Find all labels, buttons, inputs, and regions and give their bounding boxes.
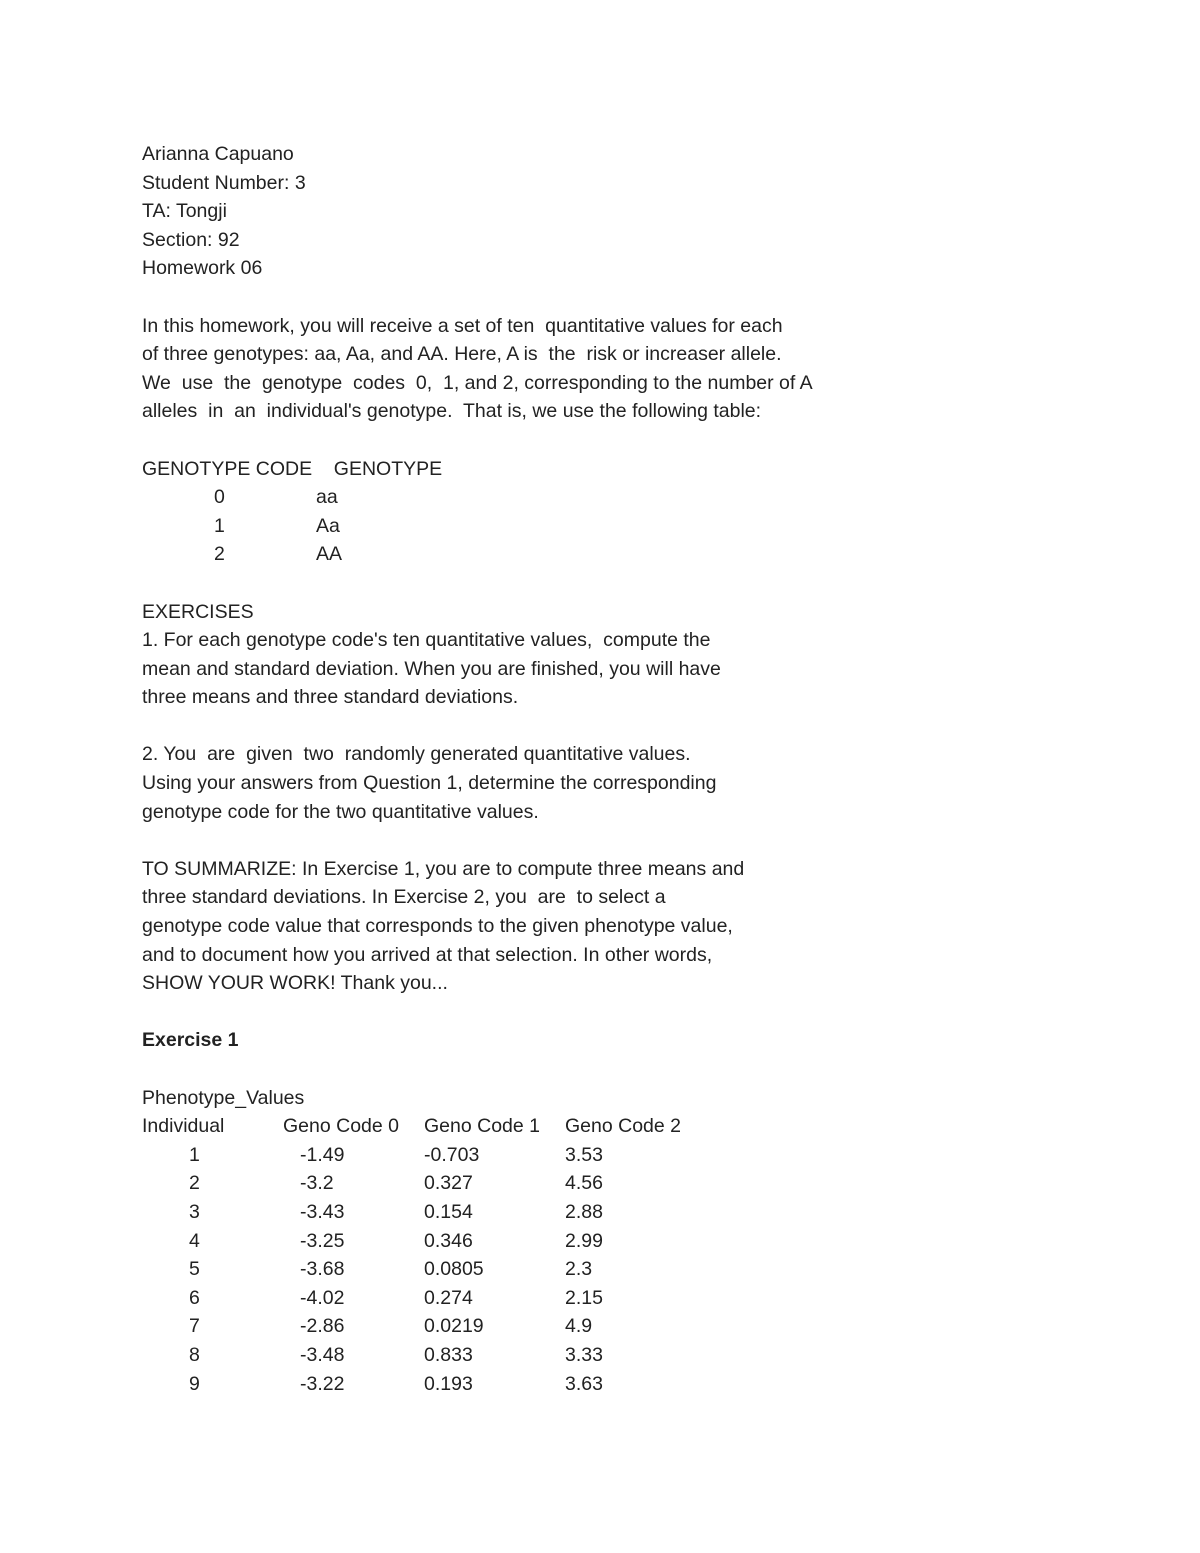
exercise1-heading: Exercise 1 bbox=[142, 1029, 239, 1052]
phenotype-table-row bbox=[142, 1255, 1142, 1284]
exercise1-text: mean and standard deviation. When you are finished, you will have bbox=[142, 657, 721, 680]
geno-code-2-cell: 3.63 bbox=[565, 1372, 603, 1395]
geno-code-2-cell: 2.88 bbox=[565, 1200, 603, 1223]
phenotype-table-row bbox=[142, 1227, 1142, 1256]
phenotype-table-row bbox=[142, 1312, 1142, 1341]
geno-code-1-cell: 0.0219 bbox=[424, 1315, 484, 1338]
geno-code-0-cell: -3.22 bbox=[300, 1372, 345, 1395]
geno-code-1-cell: 0.346 bbox=[424, 1229, 473, 1252]
phenotype-table-row bbox=[142, 1341, 1142, 1370]
individual-cell: 1 bbox=[189, 1143, 200, 1166]
individual-header: Individual bbox=[142, 1115, 225, 1138]
genotype-code-cell: 0 bbox=[214, 486, 225, 509]
geno-code-0-cell: -3.43 bbox=[300, 1200, 345, 1223]
geno-code-1-header: Geno Code 1 bbox=[424, 1115, 541, 1138]
genotype-header: GENOTYPE bbox=[333, 457, 443, 480]
genotype-cell: Aa bbox=[316, 514, 340, 537]
geno-code-2-cell: 4.9 bbox=[565, 1315, 593, 1338]
exercise1-text: 1. For each genotype code's ten quantitative values, compute the bbox=[142, 629, 711, 652]
individual-cell: 4 bbox=[189, 1229, 200, 1252]
genotype-code-cell: 2 bbox=[214, 543, 225, 566]
student-number: Student Number: 3 bbox=[142, 171, 306, 194]
individual-cell: 9 bbox=[189, 1372, 200, 1395]
summary-text: genotype code value that corresponds to the given phenotype value, bbox=[142, 915, 733, 938]
phenotype-table-row bbox=[142, 1370, 1142, 1399]
geno-code-1-cell: 0.193 bbox=[424, 1372, 473, 1395]
genotype-table-row bbox=[142, 540, 1142, 569]
intro-line: In this homework, you will receive a set of ten quantitative values for each bbox=[142, 314, 783, 337]
phenotype-table bbox=[142, 1112, 1142, 1398]
genotype-table bbox=[142, 455, 1142, 569]
phenotype-table-header bbox=[142, 1112, 1142, 1141]
geno-code-0-header: Geno Code 0 bbox=[283, 1115, 400, 1138]
intro-line: alleles in an individual's genotype. That is, we use the following table: bbox=[142, 400, 762, 423]
geno-code-0-cell: -1.49 bbox=[300, 1143, 345, 1166]
phenotype-table-row bbox=[142, 1284, 1142, 1313]
geno-code-2-cell: 4.56 bbox=[565, 1172, 603, 1195]
geno-code-2-cell: 2.3 bbox=[565, 1258, 593, 1281]
exercise2-text: Using your answers from Question 1, determine the corresponding bbox=[142, 772, 717, 795]
geno-code-2-cell: 2.99 bbox=[565, 1229, 603, 1252]
geno-code-2-header: Geno Code 2 bbox=[565, 1115, 682, 1138]
summary-text: and to document how you arrived at that selection. In other words, bbox=[142, 943, 713, 966]
geno-code-0-cell: -3.68 bbox=[300, 1258, 345, 1281]
ta-name: TA: Tongji bbox=[142, 200, 227, 223]
individual-cell: 7 bbox=[189, 1315, 200, 1338]
geno-code-2-cell: 3.53 bbox=[565, 1143, 603, 1166]
exercise2-text: genotype code for the two quantitative values. bbox=[142, 800, 539, 823]
individual-cell: 2 bbox=[189, 1172, 200, 1195]
section-number: Section: 92 bbox=[142, 228, 240, 251]
geno-code-2-cell: 3.33 bbox=[565, 1343, 603, 1366]
student-name: Arianna Capuano bbox=[142, 143, 294, 165]
genotype-table-header bbox=[142, 455, 1142, 484]
summary-text: three standard deviations. In Exercise 2, you are to select a bbox=[142, 886, 666, 909]
intro-line: We use the genotype codes 0, 1, and 2, corresponding to the number of A bbox=[142, 371, 813, 394]
document-body bbox=[142, 140, 1142, 1398]
summary-text: TO SUMMARIZE: In Exercise 1, you are to compute three means and bbox=[142, 857, 745, 880]
phenotype-table-row bbox=[142, 1141, 1142, 1170]
exercise2-text: 2. You are given two randomly generated quantitative values. bbox=[142, 743, 691, 766]
individual-cell: 8 bbox=[189, 1343, 200, 1366]
summary-text: SHOW YOUR WORK! Thank you... bbox=[142, 972, 448, 995]
phenotype-table-row bbox=[142, 1198, 1142, 1227]
intro-line: of three genotypes: aa, Aa, and AA. Here, A is the risk or increaser allele. bbox=[142, 343, 782, 366]
exercises-heading: EXERCISES bbox=[142, 600, 254, 623]
geno-code-1-cell: 0.154 bbox=[424, 1200, 473, 1223]
phenotype-table-title: Phenotype_Values bbox=[142, 1086, 305, 1109]
phenotype-table-row bbox=[142, 1169, 1142, 1198]
geno-code-1-cell: -0.703 bbox=[424, 1143, 480, 1166]
genotype-cell: AA bbox=[316, 543, 343, 566]
genotype-code-cell: 1 bbox=[214, 514, 225, 537]
geno-code-1-cell: 0.0805 bbox=[424, 1258, 484, 1281]
genotype-table-row bbox=[142, 512, 1142, 541]
genotype-table-row bbox=[142, 483, 1142, 512]
geno-code-0-cell: -4.02 bbox=[300, 1286, 345, 1309]
homework-label: Homework 06 bbox=[142, 257, 263, 280]
geno-code-0-cell: -3.2 bbox=[300, 1172, 334, 1195]
geno-code-1-cell: 0.327 bbox=[424, 1172, 473, 1195]
geno-code-2-cell: 2.15 bbox=[565, 1286, 603, 1309]
geno-code-0-cell: -3.48 bbox=[300, 1343, 345, 1366]
geno-code-0-cell: -2.86 bbox=[300, 1315, 345, 1338]
individual-cell: 5 bbox=[189, 1258, 200, 1281]
geno-code-0-cell: -3.25 bbox=[300, 1229, 345, 1252]
geno-code-1-cell: 0.274 bbox=[424, 1286, 473, 1309]
genotype-cell: aa bbox=[316, 486, 338, 509]
exercise1-text: three means and three standard deviations. bbox=[142, 686, 519, 709]
individual-cell: 6 bbox=[189, 1286, 200, 1309]
geno-code-1-cell: 0.833 bbox=[424, 1343, 473, 1366]
genotype-code-header: GENOTYPE CODE bbox=[142, 457, 313, 480]
individual-cell: 3 bbox=[189, 1200, 200, 1223]
